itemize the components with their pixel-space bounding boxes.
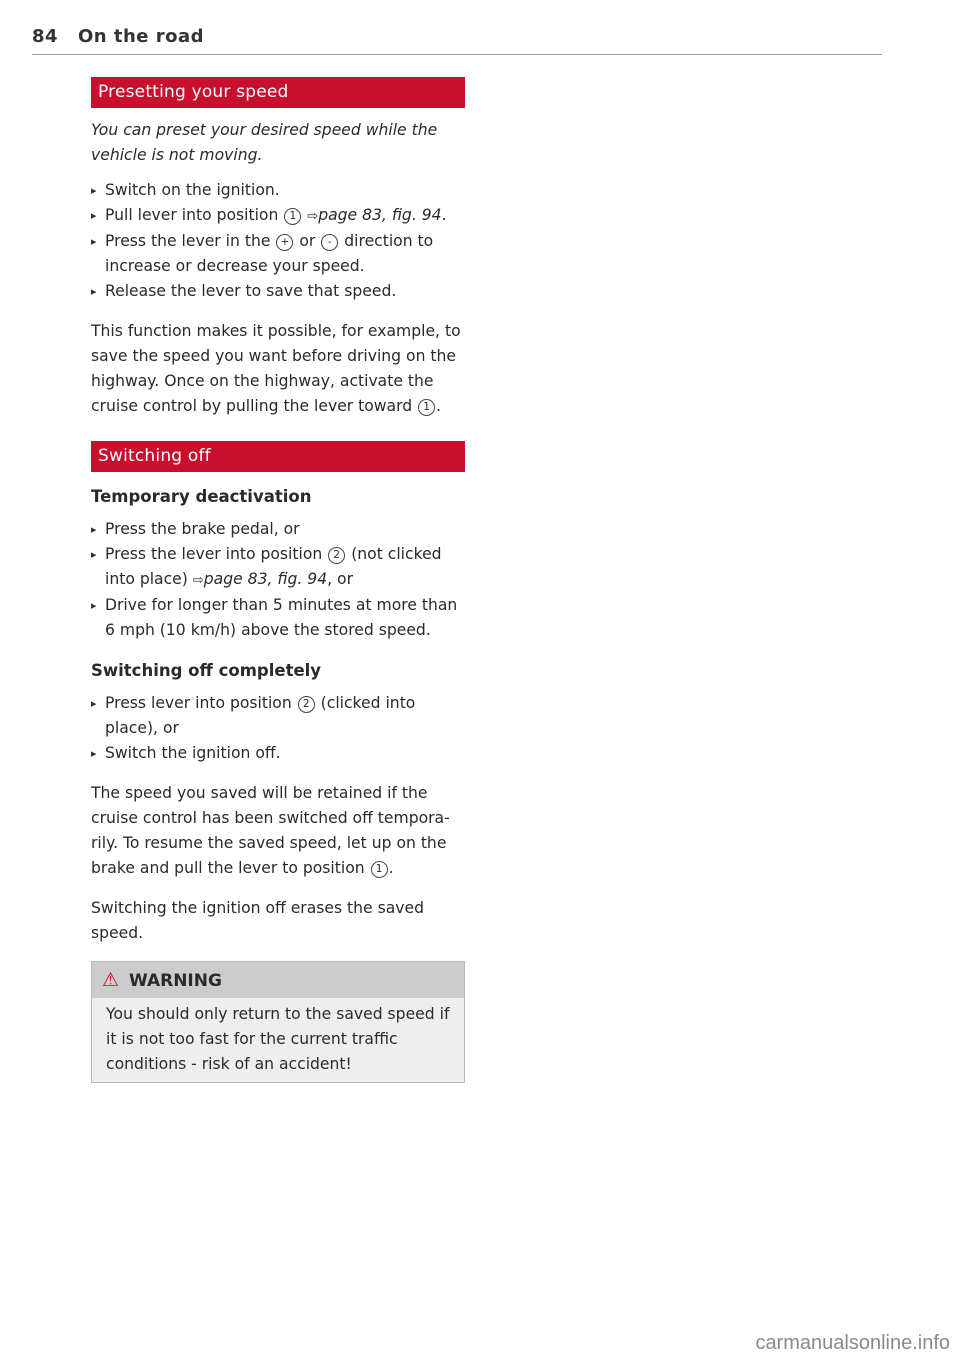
list-item: ▸ Press the lever in the + or - direction to increase or decrease your speed.: [91, 229, 465, 279]
warning-title: WARNING: [128, 971, 222, 991]
section-title: On the road: [78, 26, 205, 47]
page-reference[interactable]: page 83, fig. 94: [318, 206, 442, 224]
list-item: ▸ Release the lever to save that speed.: [91, 279, 465, 304]
page-number: 84: [32, 26, 59, 47]
page-header: [32, 24, 882, 55]
list-item: ▸ Switch the ignition off.: [91, 741, 465, 766]
presetting-intro: You can preset your desired speed while the vehicle is not moving.: [91, 121, 438, 164]
arrow-right-icon: ⇨: [192, 573, 204, 588]
retained-paragraph: The speed you saved will be retained if the cruise control has been switched off tempora-rily. To resume the saved speed, let up on the brake and pull the lever to position 1 .: [91, 784, 450, 877]
list-item: ▸ Pull lever into position 1 ⇨page 83, fig. 94.: [91, 203, 465, 229]
arrow-right-icon: ⇨: [307, 209, 319, 224]
position-1-icon: 1: [284, 208, 301, 225]
warning-box: [91, 961, 465, 1083]
content-column: [91, 77, 465, 1083]
list-item: ▸ Press lever into position 2 (clicked into place), or: [91, 691, 465, 741]
warning-header: [92, 962, 464, 998]
minus-icon: -: [321, 234, 338, 251]
switching-off-heading: Switching off: [91, 441, 465, 472]
temporary-steps: [91, 517, 465, 643]
complete-steps: [91, 691, 465, 766]
list-item: ▸ Press the brake pedal, or: [91, 517, 465, 542]
position-2-icon: 2: [298, 696, 315, 713]
presetting-paragraph: This function makes it possible, for example, to save the speed you want before driving on the highway. Once on the highway, activate the cruise control by pulling the lever toward 1 .: [91, 322, 461, 415]
temporary-deactivation-heading: Temporary deactivation: [91, 487, 312, 506]
warning-body: You should only return to the saved speed if it is not too fast for the current traffic conditions - risk of an accident!: [92, 998, 464, 1082]
presetting-heading: Presetting your speed: [91, 77, 465, 108]
list-item: ▸ Press the lever into position 2 (not clicked into place) ⇨page 83, fig. 94, or: [91, 542, 465, 593]
watermark: carmanualsonline.info: [755, 1332, 950, 1354]
position-1-icon: 1: [418, 399, 435, 416]
list-item: ▸ Switch on the ignition.: [91, 178, 465, 203]
page-reference[interactable]: page 83, fig. 94: [203, 570, 328, 588]
plus-icon: +: [276, 234, 293, 251]
position-2-icon: 2: [328, 547, 345, 564]
warning-triangle-icon: ⚠: [102, 969, 120, 991]
position-1-icon: 1: [371, 861, 388, 878]
switching-off-completely-heading: Switching off completely: [91, 661, 322, 680]
list-item: ▸ Drive for longer than 5 minutes at more than 6 mph (10 km/h) above the stored speed.: [91, 593, 465, 643]
erase-paragraph: Switching the ignition off erases the saved speed.: [91, 899, 424, 942]
presetting-steps: [91, 178, 465, 304]
